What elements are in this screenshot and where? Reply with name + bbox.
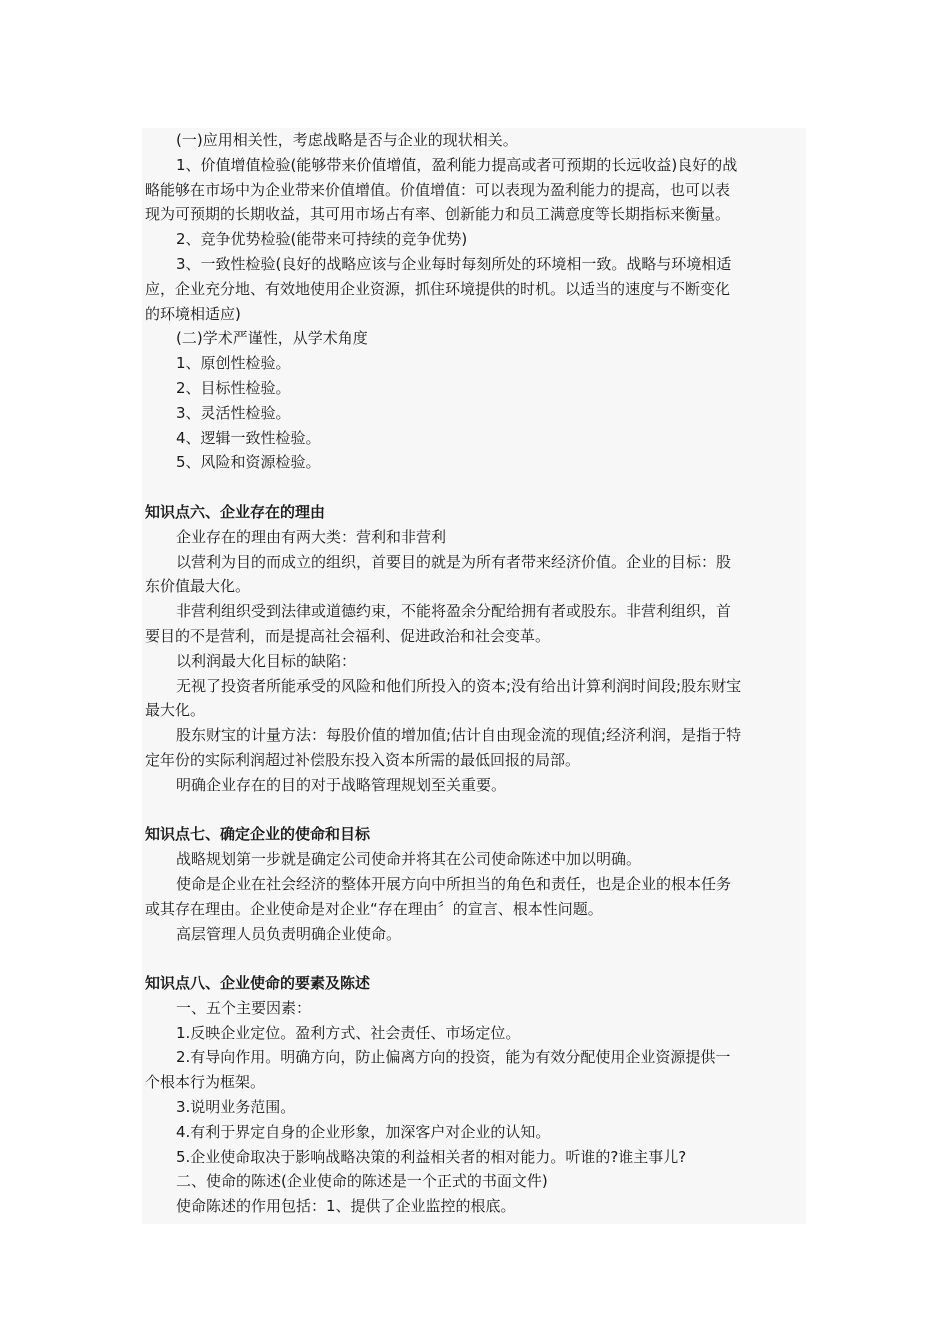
text-line: 应，企业充分地、有效地使用企业资源，抓住环境提供的时机。以适当的速度与不断变化 xyxy=(145,279,731,298)
text-line: 要目的不是营利，而是提高社会福利、促进政治和社会变革。 xyxy=(145,626,551,645)
text-line: 非营利组织受到法律或道德约束，不能将盈余分配给拥有者或股东。非营利组织，首 xyxy=(176,602,732,621)
blank-line xyxy=(145,475,805,500)
text-line: 使命陈述的作用包括：1、提供了企业监控的根底。 xyxy=(176,1197,516,1216)
text-line: 以利润最大化目标的缺陷： xyxy=(176,651,357,670)
text-line: 高层管理人员负责明确企业使命。 xyxy=(176,924,402,943)
text-line: 2.有导向作用。明确方向，防止偏离方向的投资，能为有效分配使用企业资源提供一 xyxy=(176,1048,731,1067)
text-line: 或其存在理由。企业使命是对企业“存在理由〞的宣言、根本性问题。 xyxy=(145,899,603,918)
text-line: 略能够在市场中为企业带来价值增值。价值增值：可以表现为盈利能力的提高，也可以表 xyxy=(145,180,731,199)
text-line: 个根本行为框架。 xyxy=(145,1073,266,1092)
text-line: 3、一致性检验(良好的战略应该与企业每时每刻所处的环境相一致。战略与环境相适 xyxy=(176,254,732,273)
text-line: 2、竞争优势检验(能带来可持续的竞争优势) xyxy=(176,230,468,249)
text-line: 的环境相适应) xyxy=(145,304,241,323)
text-line: 5、风险和资源检验。 xyxy=(176,453,321,472)
section-heading: 知识点八、企业使命的要素及陈述 xyxy=(145,974,371,993)
section-heading: 知识点六、企业存在的理由 xyxy=(145,502,326,521)
text-line: 企业存在的理由有两大类：营利和非营利 xyxy=(176,527,447,546)
document-body xyxy=(145,128,805,1219)
text-line: 明确企业存在的目的对于战略管理规划至关重要。 xyxy=(176,775,507,794)
text-line: 使命是企业在社会经济的整体开展方向中所担当的角色和责任，也是企业的根本任务 xyxy=(176,874,732,893)
blank-line xyxy=(145,798,805,823)
text-line: 现为可预期的长期收益，其可用市场占有率、创新能力和员工满意度等长期指标来衡量。 xyxy=(145,205,731,224)
text-line: 一、五个主要因素： xyxy=(176,998,312,1017)
text-line: 2、目标性检验。 xyxy=(176,378,291,397)
text-line: 3、灵活性检验。 xyxy=(176,403,291,422)
text-line: 最大化。 xyxy=(145,701,206,720)
text-line: 二、使命的陈述(企业使命的陈述是一个正式的书面文件) xyxy=(176,1172,548,1191)
text-line: 4.有利于界定自身的企业形象，加深客户对企业的认知。 xyxy=(176,1122,551,1141)
text-line: 战略规划第一步就是确定公司使命并将其在公司使命陈述中加以明确。 xyxy=(176,850,642,869)
text-line: 1.反映企业定位。盈利方式、社会责任、市场定位。 xyxy=(176,1023,521,1042)
text-line: 5.企业使命取决于影响战略决策的利益相关者的相对能力。听谁的?谁主事儿? xyxy=(176,1147,687,1166)
text-line: 4、逻辑一致性检验。 xyxy=(176,428,321,447)
blank-line xyxy=(145,946,805,971)
text-line: 无视了投资者所能承受的风险和他们所投入的资本;没有给出计算利润时间段;股东财宝 xyxy=(176,676,742,695)
text-line: (二)学术严谨性，从学术角度 xyxy=(176,329,368,348)
text-line: 股东财宝的计量方法：每股价值的增加值;估计自由现金流的现值;经济利润，是指于特 xyxy=(176,726,742,745)
section-heading: 知识点七、确定企业的使命和目标 xyxy=(145,825,371,844)
text-line: 以营利为目的而成立的组织，首要目的就是为所有者带来经济价值。企业的目标：股 xyxy=(176,552,732,571)
text-line: 1、价值增值检验(能够带来价值增值，盈利能力提高或者可预期的长远收益)良好的战 xyxy=(176,155,738,174)
text-line: 定年份的实际利润超过补偿股东投入资本所需的最低回报的局部。 xyxy=(145,750,581,769)
text-line: 东价值最大化。 xyxy=(145,577,251,596)
text-line: (一)应用相关性，考虑战略是否与企业的现状相关。 xyxy=(176,131,518,149)
text-line: 1、原创性检验。 xyxy=(176,354,291,373)
text-line: 3.说明业务范围。 xyxy=(176,1098,296,1117)
